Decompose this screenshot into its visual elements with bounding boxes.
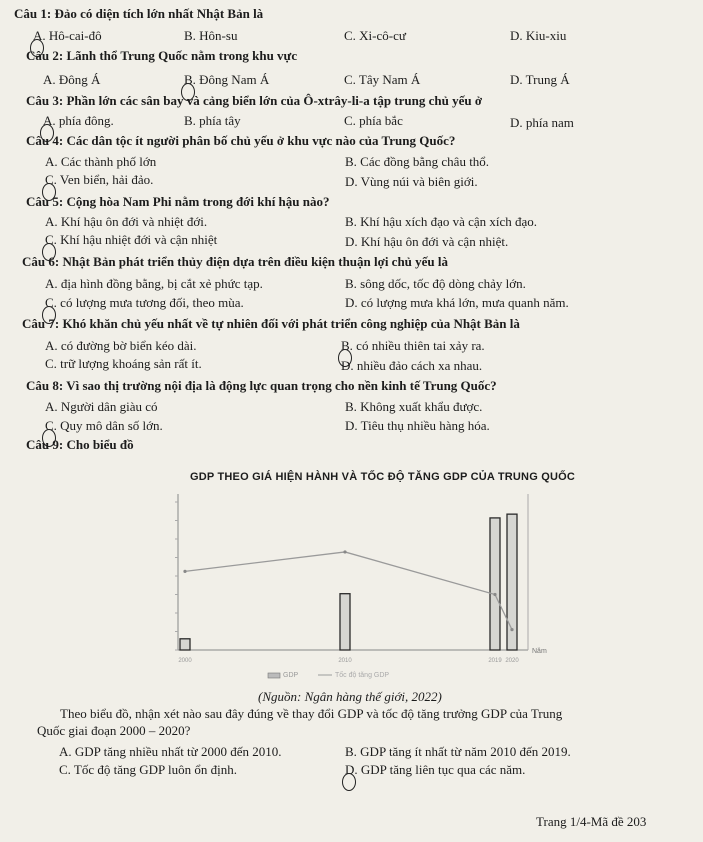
q2-option-c[interactable]: C. Tây Nam Á xyxy=(344,72,421,87)
q7-option-b[interactable]: B. có nhiều thiên tai xảy ra. xyxy=(341,338,485,353)
legend-gdp-swatch xyxy=(268,673,280,678)
q9-option-c[interactable]: C. Tốc độ tăng GDP luôn ổn định. xyxy=(59,762,238,777)
x-tick-label: 2000 xyxy=(178,658,192,664)
x-tick-label: 2020 xyxy=(505,658,519,664)
q4-stem: Câu 4: Các dân tộc ít người phân bố chủ yếu ở khu vực nào của Trung Quốc? xyxy=(26,133,456,148)
q1-option-b[interactable]: B. Hôn-su xyxy=(184,28,238,43)
q2-stem: Câu 2: Lãnh thổ Trung Quốc nằm trong khu vực xyxy=(26,48,298,63)
gdp-bar xyxy=(490,518,500,650)
q7-option-a[interactable]: A. có đường bờ biển kéo dài. xyxy=(45,338,197,353)
q9-option-d[interactable]: D. GDP tăng liên tục qua các năm. xyxy=(345,762,526,777)
x-axis-label: Năm xyxy=(532,648,547,655)
q8-option-a[interactable]: A. Người dân giàu có xyxy=(45,399,158,414)
growth-rate-point xyxy=(510,628,513,631)
q9-stem: Câu 9: Cho biểu đồ xyxy=(26,437,134,452)
q9-prompt-line2: Quốc giai đoạn 2000 – 2020? xyxy=(37,723,191,738)
q3-option-b[interactable]: B. phía tây xyxy=(184,113,241,128)
q9-prompt-line1: Theo biểu đồ, nhận xét nào sau đây đúng về thay đổi GDP và tốc độ tăng trưởng GDP của Trung xyxy=(60,706,563,721)
q5-stem: Câu 5: Cộng hòa Nam Phi nằm trong đới khí hậu nào? xyxy=(26,194,330,209)
q5-option-a[interactable]: A. Khí hậu ôn đới và nhiệt đới. xyxy=(45,214,208,229)
gdp-bar xyxy=(340,594,350,650)
q9-option-b[interactable]: B. GDP tăng ít nhất từ năm 2010 đến 2019. xyxy=(345,744,571,759)
q6-option-a[interactable]: A. địa hình đồng bằng, bị cắt xẻ phức tạp. xyxy=(45,276,263,291)
q3-stem: Câu 3: Phần lớn các sân bay và cảng biển lớn của Ô-xtrây-li-a tập trung chủ yếu ở xyxy=(26,93,483,108)
q1-option-a[interactable]: A. Hô-cai-đô xyxy=(33,28,102,43)
q2-option-a[interactable]: A. Đông Á xyxy=(43,72,101,87)
q6-option-b[interactable]: B. sông dốc, tốc độ dòng chảy lớn. xyxy=(345,276,526,291)
chart-source: (Nguồn: Ngân hàng thế giới, 2022) xyxy=(258,689,442,704)
legend-growth-label: Tốc độ tăng GDP xyxy=(335,672,390,679)
q4-option-c[interactable]: C. Ven biển, hải đảo. xyxy=(45,172,154,187)
gdp-bar xyxy=(180,639,190,650)
x-tick-label: 2019 xyxy=(488,658,502,664)
q1-stem: Câu 1: Đảo có diện tích lớn nhất Nhật Bản là xyxy=(14,6,264,21)
q6-stem: Câu 6: Nhật Bản phát triển thủy điện dựa trên điều kiện thuận lợi chủ yếu là xyxy=(22,254,449,269)
q4-option-d[interactable]: D. Vùng núi và biên giới. xyxy=(345,174,478,189)
page-footer: Trang 1/4-Mã đề 203 xyxy=(536,814,647,829)
q8-option-d[interactable]: D. Tiêu thụ nhiều hàng hóa. xyxy=(345,418,490,433)
legend-gdp-label: GDP xyxy=(283,672,299,679)
q8-stem: Câu 8: Vì sao thị trường nội địa là động lực quan trọng cho nền kinh tế Trung Quốc? xyxy=(26,378,497,393)
growth-rate-point xyxy=(493,593,496,596)
growth-rate-point xyxy=(183,570,186,573)
q7-stem: Câu 7: Khó khăn chủ yếu nhất về tự nhiên đối với phát triển công nghiệp của Nhật Bản là xyxy=(22,316,520,331)
q5-option-b[interactable]: B. Khí hậu xích đạo và cận xích đạo. xyxy=(345,214,538,229)
q2-option-b[interactable]: B. Đông Nam Á xyxy=(184,72,270,87)
q3-option-c[interactable]: C. phía bắc xyxy=(344,113,403,128)
q6-option-d[interactable]: D. có lượng mưa khá lớn, mưa quanh năm. xyxy=(345,295,569,310)
x-tick-label: 2010 xyxy=(338,658,352,664)
q5-option-d[interactable]: D. Khí hậu ôn đới và cận nhiệt. xyxy=(345,234,509,249)
gdp-chart xyxy=(0,474,703,694)
q3-option-a[interactable]: A. phía đông. xyxy=(43,113,114,128)
q4-option-b[interactable]: B. Các đồng bằng châu thổ. xyxy=(345,154,490,169)
q1-option-d[interactable]: D. Kiu-xiu xyxy=(510,28,567,43)
growth-rate-point xyxy=(343,550,346,553)
q4-option-a[interactable]: A. Các thành phố lớn xyxy=(45,154,157,169)
chart-title: GDP THEO GIÁ HIỆN HÀNH VÀ TỐC ĐỘ TĂNG GDP CỦA TRUNG QUỐC xyxy=(190,471,576,483)
q9-option-a[interactable]: A. GDP tăng nhiều nhất từ 2000 đến 2010. xyxy=(59,744,282,759)
q5-option-c[interactable]: C. Khí hậu nhiệt đới và cận nhiệt xyxy=(45,232,218,247)
q6-option-c[interactable]: C. có lượng mưa tương đối, theo mùa. xyxy=(45,295,244,310)
q1-option-c[interactable]: C. Xi-cô-cư xyxy=(344,28,406,43)
q2-option-d[interactable]: D. Trung Á xyxy=(510,72,570,87)
q8-option-c[interactable]: C. Quy mô dân số lớn. xyxy=(45,418,163,433)
q8-option-b[interactable]: B. Không xuất khẩu được. xyxy=(345,399,483,414)
q3-option-d[interactable]: D. phía nam xyxy=(510,115,574,130)
q7-option-d[interactable]: D. nhiều đảo cách xa nhau. xyxy=(341,358,483,373)
q7-option-c[interactable]: C. trữ lượng khoáng sản rất ít. xyxy=(45,356,202,371)
